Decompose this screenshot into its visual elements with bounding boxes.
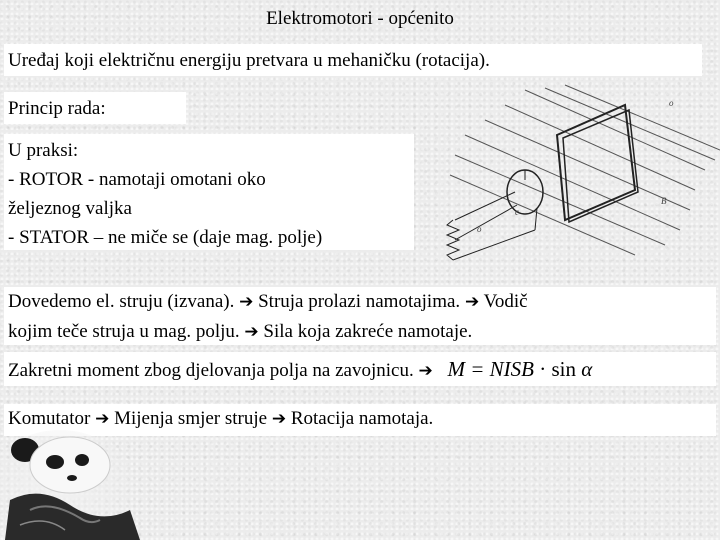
principle-heading: Princip rada: xyxy=(8,98,106,119)
current-text-5: Sila koja zakreće namotaje. xyxy=(263,321,473,342)
motor-coil-diagram xyxy=(425,80,720,280)
practice-rotor-line: - ROTOR - namotaji omotani oko xyxy=(8,169,266,190)
practice-rotor-line-2: željeznog valjka xyxy=(8,198,132,219)
page-title: Elektromotori - općenito xyxy=(266,8,454,29)
current-text-2: Struja prolazi namotajima. xyxy=(258,291,461,312)
formula-sin: sin xyxy=(551,357,576,381)
arrow-icon: ➔ xyxy=(271,409,287,429)
torque-box xyxy=(4,352,716,386)
formula-alpha: α xyxy=(581,357,593,381)
commutator-text-3: Rotacija namotaja. xyxy=(290,408,434,429)
current-text-3: Vodič xyxy=(483,291,528,312)
commutator-text-1: Komutator xyxy=(8,408,91,429)
formula-dot: · xyxy=(539,357,547,381)
formula-lhs: M = NISB xyxy=(447,357,534,381)
diagram-label-o2: o xyxy=(477,224,482,234)
diagram-label-o1: o xyxy=(669,98,674,108)
arrow-icon: ➔ xyxy=(464,292,480,312)
current-text-1: Dovedemo el. struju (izvana). xyxy=(8,291,235,312)
practice-box xyxy=(4,134,414,250)
diagram-label-b: B xyxy=(661,196,667,206)
torque-text: Zakretni moment zbog djelovanja polja na zavojnicu. xyxy=(8,360,414,381)
arrow-icon: ➔ xyxy=(244,322,259,342)
current-text-4: kojim teče struja u mag. polju. xyxy=(8,321,240,342)
definition-text: Uređaj koji električnu energiju pretvara u mehaničku (rotacija). xyxy=(8,50,490,71)
practice-heading: U praksi: xyxy=(8,140,79,161)
practice-stator-line: - STATOR – ne miče se (daje mag. polje) xyxy=(8,227,323,248)
definition-box xyxy=(4,44,702,76)
current-explanation-box xyxy=(4,287,716,345)
panda-decoration-image xyxy=(0,430,150,540)
arrow-icon: ➔ xyxy=(239,292,254,312)
commutator-text-2: Mijenja smjer struje xyxy=(114,408,268,429)
arrow-icon: ➔ xyxy=(418,361,433,381)
arrow-icon: ➔ xyxy=(95,409,110,429)
diagram-label-c: c xyxy=(515,207,519,217)
principle-box xyxy=(4,92,186,124)
torque-formula xyxy=(447,357,592,381)
